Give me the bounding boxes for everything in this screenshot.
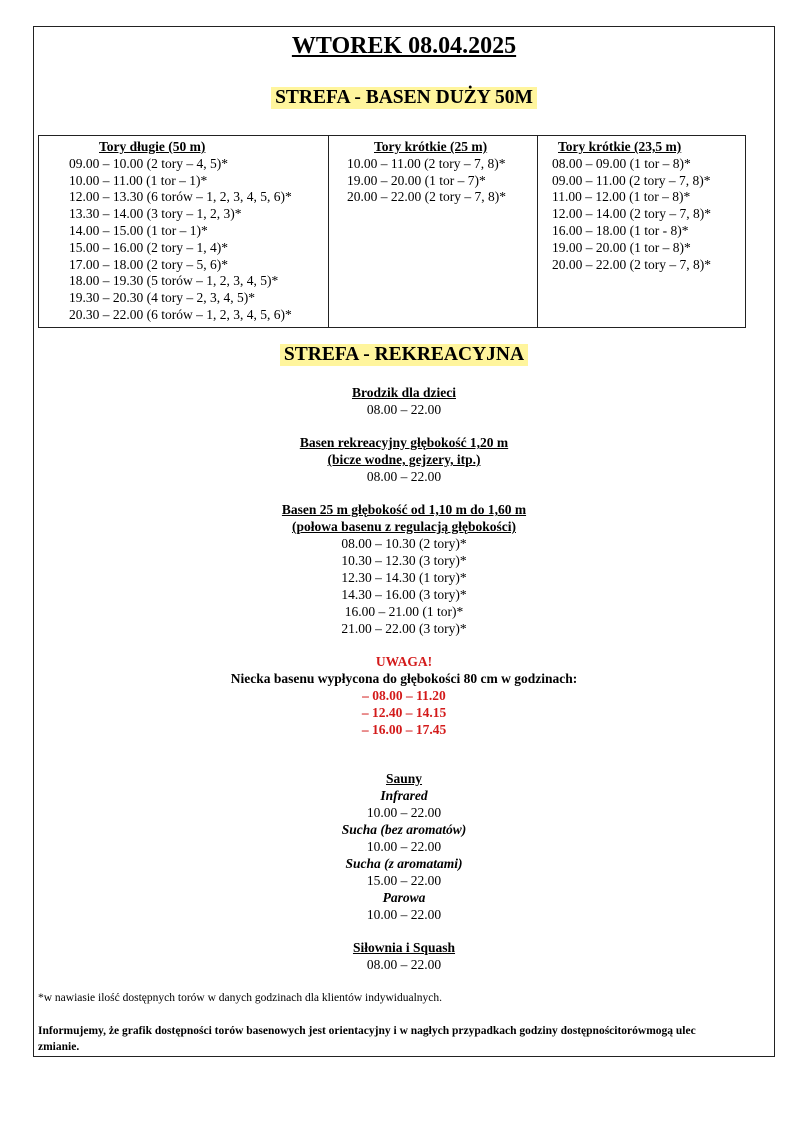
lane-slot: 08.00 – 09.00 (1 tor – 8)* [552,155,691,171]
warning-slot: – 16.00 – 17.45 [361,722,447,737]
pool25-slot: 14.30 – 16.00 (3 tory)* [341,587,467,602]
pool25-slot: 08.00 – 10.30 (2 tory)* [341,536,467,551]
kids-pool-header: Brodzik dla dzieci [351,385,456,400]
sauna-hours: 10.00 – 22.00 [366,907,442,922]
pool25-slot: 12.30 – 14.30 (1 tory)* [341,570,467,585]
kids-pool-hours: 08.00 – 22.00 [366,402,442,417]
lane-slot: 09.00 – 11.00 (2 tory – 7, 8)* [552,172,711,188]
lane-slot: 13.30 – 14.00 (3 tory – 1, 2, 3)* [69,206,242,222]
lanes-column-short-23-5 [537,136,745,327]
sauna-hours: 10.00 – 22.00 [366,839,442,854]
zone-large-pool-heading [34,87,774,109]
warning-label: UWAGA! [375,654,433,669]
sauna-name: Sucha (z aromatami) [345,856,463,871]
schedule-frame [33,26,775,1057]
lane-slot: 14.00 – 15.00 (1 tor – 1)* [69,222,208,238]
lane-slot: 15.00 – 16.00 (2 tory – 1, 4)* [69,239,228,255]
saunas-header: Sauny [385,771,423,786]
lane-slot: 18.00 – 19.30 (5 torów – 1, 2, 3, 4, 5)* [69,273,279,289]
lanes-column-long [39,136,328,327]
lanes-column-header: Tory krótkie (25 m) [374,139,488,154]
pool25-subheader: (połowa basenu z regulacją głębokości) [291,519,516,534]
zone-recreation-heading [34,344,774,366]
zone-large-pool-label: STREFA - BASEN DUŻY 50M [271,87,537,109]
rec-pool-subheader: (bicze wodne, gejzery, itp.) [327,452,481,467]
lane-slot: 19.00 – 20.00 (1 tor – 8)* [552,239,691,255]
pool25-header: Basen 25 m głębokość od 1,10 m do 1,60 m [281,502,527,517]
lane-slot: 19.30 – 20.30 (4 tory – 2, 3, 4, 5)* [69,290,255,306]
lane-slot: 17.00 – 18.00 (2 tory – 5, 6)* [69,256,228,272]
warning-text: Niecka basenu wypłycona do głębokości 80 cm w godzinach: [230,671,578,686]
warning-slot: – 08.00 – 11.20 [362,688,446,703]
lanes-column-header: Tory długie (50 m) [99,139,206,154]
sauna-hours: 10.00 – 22.00 [366,805,442,820]
pool25-slot: 21.00 – 22.00 (3 tory)* [341,621,467,636]
info-notice: Informujemy, że grafik dostępności torów basenowych jest orientacyjny i w nagłych przypadkach godziny dostępnościtorówmogą ulec zmianie. [38,1025,696,1053]
lane-slot: 19.00 – 20.00 (1 tor – 7)* [347,172,486,188]
warning-slot: – 12.40 – 14.15 [361,705,447,720]
rec-pool-hours: 08.00 – 22.00 [366,469,442,484]
sauna-hours: 15.00 – 22.00 [366,873,442,888]
zone-recreation-label: STREFA - REKREACYJNA [280,344,528,366]
lane-slot: 11.00 – 12.00 (1 tor – 8)* [552,189,691,205]
lane-slot: 10.00 – 11.00 (1 tor – 1)* [69,172,208,188]
gym-hours: 08.00 – 22.00 [366,957,442,972]
lane-slot: 20.00 – 22.00 (2 tory – 7, 8)* [347,189,506,205]
sauna-name: Infrared [380,788,428,803]
lane-slot: 09.00 – 10.00 (2 tory – 4, 5)* [69,155,228,171]
sauna-name: Sucha (bez aromatów) [341,822,467,837]
lanes-column-header: Tory krótkie (23,5 m) [558,139,682,154]
sauna-name: Parowa [382,890,426,905]
gym-header: Siłownia i Squash [352,940,456,955]
lane-slot: 20.30 – 22.00 (6 torów – 1, 2, 3, 4, 5, 6)* [69,306,292,322]
lane-slot: 20.00 – 22.00 (2 tory – 7, 8)* [552,256,711,272]
pool25-slot: 10.30 – 12.30 (3 tory)* [341,553,467,568]
rec-pool-header: Basen rekreacyjny głębokość 1,20 m [299,435,509,450]
pool25-slot: 16.00 – 21.00 (1 tor)* [344,604,464,619]
lane-slot: 16.00 – 18.00 (1 tor - 8)* [552,222,689,238]
lane-slot: 12.00 – 13.30 (6 torów – 1, 2, 3, 4, 5, 6)* [69,189,292,205]
page-title: WTOREK 08.04.2025 [291,33,517,59]
lane-slot: 12.00 – 14.00 (2 tory – 7, 8)* [552,206,711,222]
lanes-column-short-25 [328,136,537,327]
footnote: *w nawiasie ilość dostępnych torów w danych godzinach dla klientów indywidualnych. [38,992,443,1004]
lane-slot: 10.00 – 11.00 (2 tory – 7, 8)* [347,155,506,171]
recreation-section [34,384,774,973]
lanes-table [38,135,746,328]
